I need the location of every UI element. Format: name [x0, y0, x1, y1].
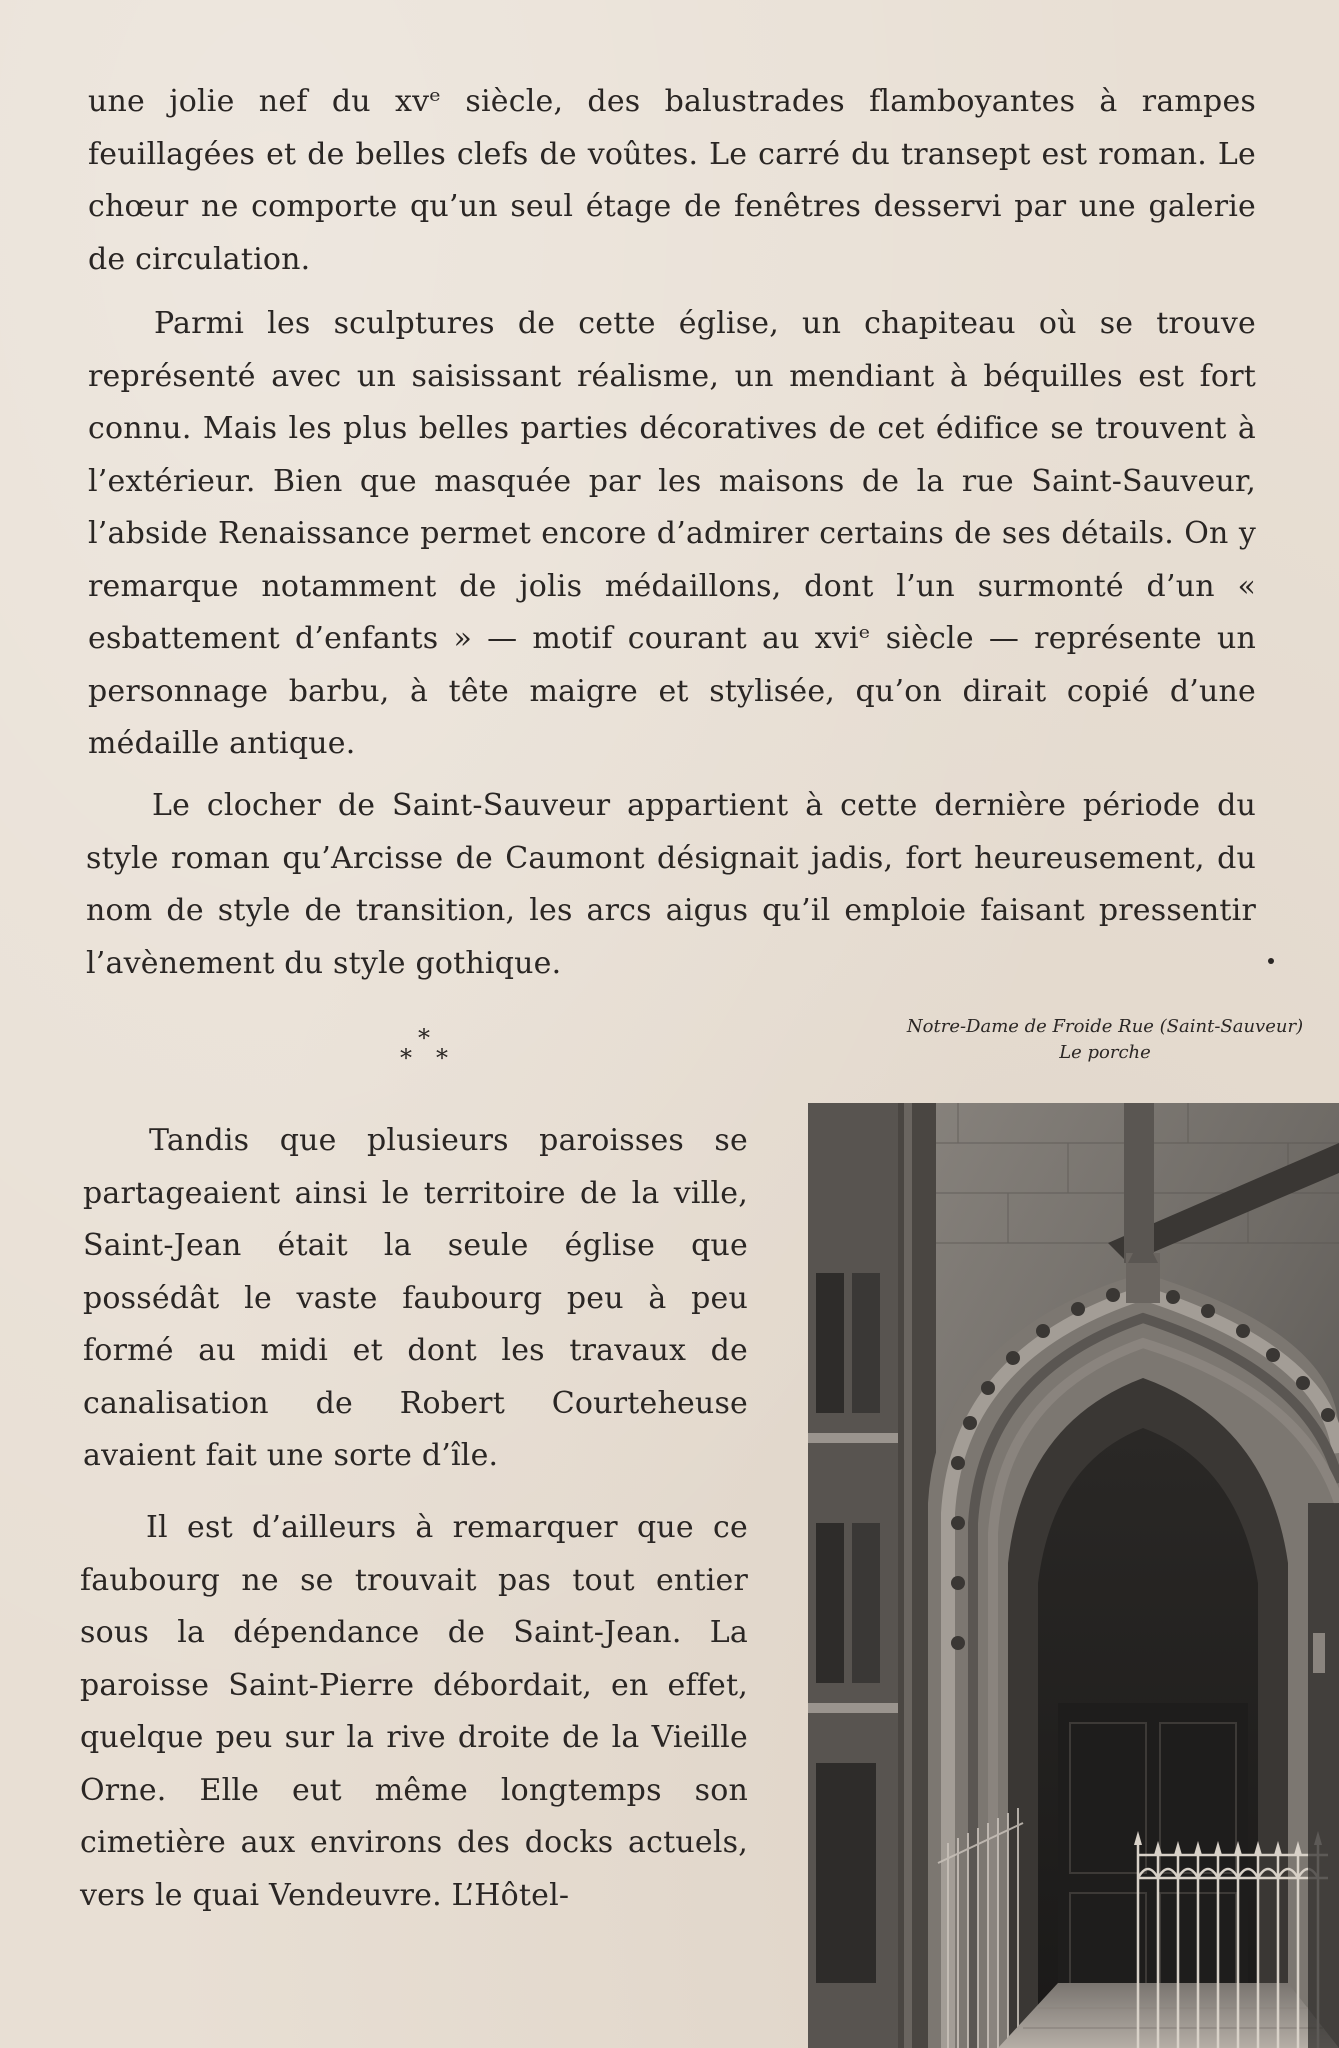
asterism-star: *: [400, 1044, 412, 1072]
paragraph-nave-text: une jolie nef du xvᵉ siècle, des balustrades flamboyantes à rampes feuillagées et de belles clefs de voûtes. Le carré du transept est roman. Le chœur ne comporte qu’un seul étage de fenêtres desservi par une galerie de circulation.: [88, 84, 1256, 277]
paragraph-bell-tower: [86, 780, 1256, 990]
paragraph-faubourg-text: Il est d’ailleurs à remarquer que ce faubourg ne se trouvait pas tout entier sous la dépendance de Saint-Jean. La paroisse Saint-Pierre débordait, en effet, quelque peu sur la rive droite de la Vieille Orne. Elle eut même longtemps son cimetière aux environs des docks actuels, vers le quai Vendeuvre. L’Hôtel-: [80, 1510, 748, 1913]
paragraph-saint-jean-text: Tandis que plusieurs paroisses se partageaient ainsi le territoire de la ville, Saint-Jean était la seule église que possédât le vaste faubourg peu à peu formé au midi et dont les travaux de canalisation de Robert Courteheuse avaient fait une sorte d’île.: [83, 1123, 748, 1473]
caption-title: Notre-Dame de Froide Rue (Saint-Sauveur): [906, 1016, 1304, 1037]
caption-subtitle: Le porche: [1059, 1042, 1151, 1063]
porch-photograph: [808, 1103, 1339, 2048]
photo-caption: [880, 1014, 1330, 1066]
paragraph-nave: [88, 76, 1256, 286]
porch-illustration: [808, 1103, 1339, 2048]
ink-speck: [1268, 958, 1274, 964]
paragraph-bell-tower-text: Le clocher de Saint-Sauveur appartient à cette dernière période du style roman qu’Arcisse de Caumont désignait jadis, fort heureusement, du nom de style de transition, les arcs aigus qu’il emploie faisant pressentir l’avènement du style gothique.: [86, 788, 1256, 981]
asterism-star: *: [436, 1044, 448, 1072]
paragraph-saint-jean: [83, 1115, 748, 1483]
asterism-star: *: [418, 1024, 430, 1052]
paragraph-faubourg: [80, 1502, 748, 1922]
asterism-separator: [392, 1024, 462, 1074]
paragraph-sculptures-text: Parmi les sculptures de cette église, un chapiteau où se trouve représenté avec un saisissant réalisme, un mendiant à béquilles est fort connu. Mais les plus belles parties décoratives de cet édifice se trouvent à l’extérieur. Bien que masquée par les maisons de la rue Saint-Sauveur, l’abside Renaissance permet encore d’admirer certains de ses détails. On y remarque notamment de jolis médaillons, dont l’un surmonté d’un « esbattement d’enfants » — motif courant au xviᵉ siècle — représente un personnage barbu, à tête maigre et stylisée, qu’on dirait copié d’une médaille antique.: [88, 306, 1256, 761]
paragraph-sculptures: [88, 298, 1256, 771]
